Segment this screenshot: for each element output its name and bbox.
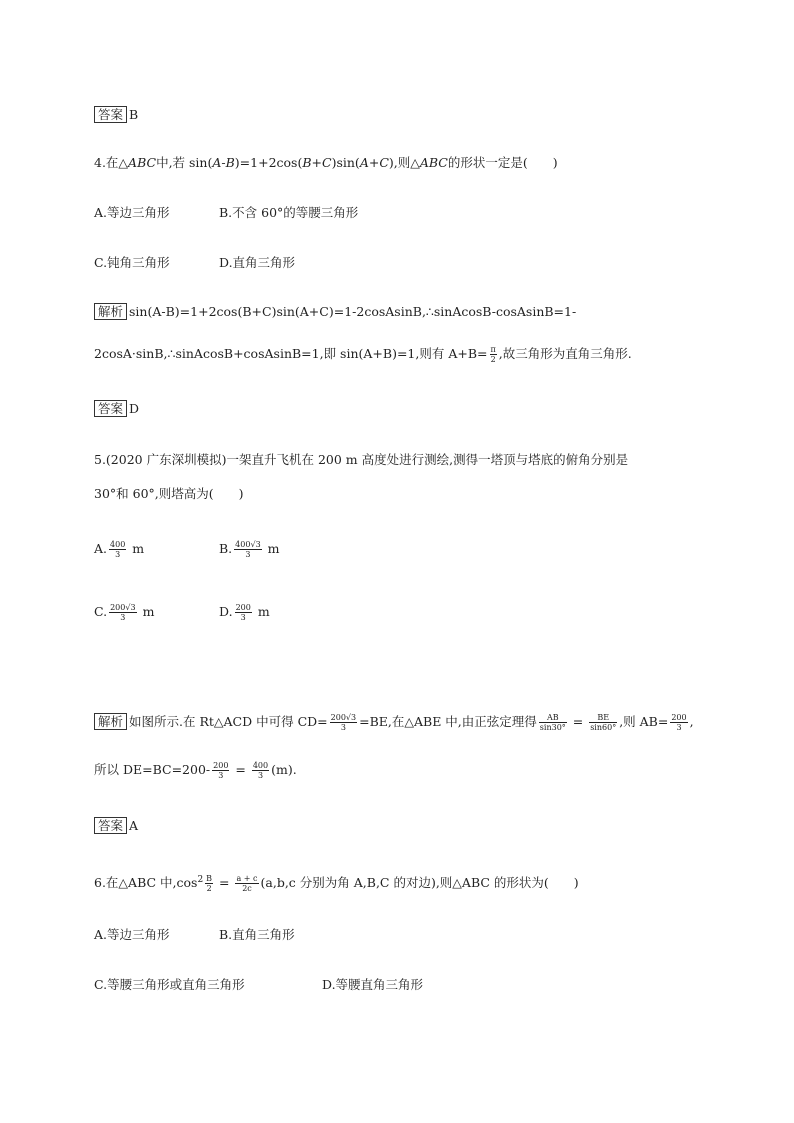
fraction-denominator: 3 — [218, 771, 224, 780]
q4-analysis-line2 — [94, 345, 632, 364]
fraction-denominator: sin30° — [539, 723, 566, 732]
fraction-denominator: 2c — [242, 884, 252, 894]
fraction-denominator: 2 — [206, 884, 212, 894]
q5-option-d — [219, 603, 270, 622]
q4-stem-var: B+C — [302, 155, 332, 170]
fraction-denominator: 3 — [257, 771, 264, 780]
q5-analysis-text: , — [689, 714, 694, 729]
answer-label: 答案 — [94, 106, 127, 123]
q4-options-row2 — [94, 254, 295, 272]
q4-option-c: C.钝角三角形 — [94, 255, 170, 270]
radicand: 3 — [255, 540, 261, 549]
fraction-denominator: 3 — [340, 723, 346, 732]
option-label: C. — [94, 604, 108, 619]
q5-analysis-text: = — [568, 714, 588, 729]
fraction-denominator: 2 — [490, 355, 496, 364]
q4-analysis-text: ,故三角形为直角三角形. — [498, 346, 632, 361]
q6-option-c: C.等腰三角形或直角三角形 — [94, 977, 245, 992]
q6-option-d: D.等腰直角三角形 — [322, 977, 424, 992]
q4-stem-text: ),则△ — [388, 155, 420, 170]
fraction — [109, 540, 126, 559]
q6-stem-text: 6.在△ABC 中,cos — [94, 875, 198, 891]
q5-analysis-text: 所以 DE=BC=200- — [94, 762, 211, 777]
q4-stem-text: )sin( — [331, 155, 360, 170]
q5-options-row2 — [94, 603, 270, 622]
fraction-numerator — [234, 540, 261, 550]
q5-stem-line2: 30°和 60°,则塔高为( ) — [94, 486, 244, 501]
unit: m — [142, 604, 155, 619]
q4-stem-text: 的形状一定是( ) — [447, 155, 558, 170]
option-label: A. — [94, 541, 108, 556]
fraction — [234, 540, 261, 559]
fraction-numerator: AB — [539, 713, 567, 723]
q6-option-a: A.等边三角形 — [94, 927, 170, 942]
fraction — [212, 761, 229, 780]
option-label: D. — [219, 604, 233, 619]
fraction — [235, 874, 258, 893]
q6-option-b: B.直角三角形 — [219, 927, 295, 942]
fraction-numerator: a + c — [236, 874, 258, 884]
q3-answer — [94, 106, 138, 124]
numerator-value: 200 — [330, 713, 346, 722]
unit: m — [132, 541, 145, 556]
numerator-value: 400 — [235, 540, 251, 549]
q5-analysis-text: (m). — [271, 762, 297, 777]
q5-analysis-text: =BE,在△ABE 中,由正弦定理得 — [359, 714, 537, 729]
q4-stem-text: 中,若 sin( — [156, 155, 213, 170]
sqrt-symbol: √ — [250, 540, 256, 549]
fraction-numerator: 400 — [110, 540, 126, 549]
q5-analysis-text: 如图所示.在 Rt△ACD 中可得 CD= — [129, 714, 328, 729]
fraction — [235, 603, 252, 622]
numerator-value: 200 — [110, 603, 126, 612]
radicand: 3 — [130, 603, 136, 612]
q4-option-a: A.等边三角形 — [94, 205, 170, 220]
answer-label: 答案 — [94, 400, 127, 417]
superscript: 2 — [197, 875, 204, 885]
q5-options-row1 — [94, 540, 280, 559]
fraction — [252, 761, 269, 780]
q4-option-d: D.直角三角形 — [219, 255, 296, 270]
fraction-numerator: 200 — [235, 603, 251, 612]
answer-value: A — [129, 818, 139, 833]
q4-answer — [94, 400, 139, 418]
q4-analysis-text: 2cosA·sinB,∴sinAcosB+cosAsinB=1,即 sin(A+B)=1,则有 A+B= — [94, 346, 488, 361]
fraction — [539, 713, 567, 732]
analysis-label: 解析 — [94, 713, 127, 730]
fraction-denominator: 3 — [240, 613, 246, 622]
q6-stem — [94, 871, 579, 893]
fraction — [670, 713, 687, 732]
q4-stem-var: ABC — [128, 155, 157, 170]
q5-analysis-text: = — [231, 762, 250, 777]
q5-stem-line1: 5.(2020 广东深圳模拟)一架直升飞机在 200 m 高度处进行测绘,测得一塔顶与塔底的俯角分别是 — [94, 452, 629, 467]
q5-option-b — [219, 540, 280, 559]
radicand: 3 — [351, 713, 357, 722]
option-label: B. — [219, 541, 233, 556]
fraction-denominator: 3 — [115, 550, 121, 559]
fraction-numerator: 200 — [213, 761, 229, 770]
q4-stem-text: )=1+2cos( — [234, 155, 303, 170]
q5-analysis-text: ,则 AB= — [619, 714, 669, 729]
q4-analysis-text: sin(A-B)=1+2cos(B+C)sin(A+C)=1-2cosAsinB,∴sinAcosB-cosAsinB=1- — [129, 304, 577, 319]
fraction — [330, 713, 357, 732]
q4-analysis-line1 — [94, 303, 576, 321]
q5-analysis-line1 — [94, 713, 694, 732]
q4-stem-var: A-B — [212, 155, 235, 170]
fraction-denominator: sin60° — [590, 723, 617, 732]
fraction-numerator: BE — [589, 713, 617, 723]
answer-value: B — [129, 107, 139, 122]
fraction-denominator: 3 — [120, 613, 126, 622]
fraction-numerator — [330, 713, 357, 723]
q4-stem-var: A+C — [359, 155, 389, 170]
q5-option-a — [94, 540, 219, 559]
fraction — [490, 345, 497, 364]
q4-options-row1 — [94, 204, 358, 222]
q6-options-row2 — [94, 976, 423, 994]
q4-option-b: B.不含 60°的等腰三角形 — [219, 205, 359, 220]
fraction-numerator: π — [490, 345, 496, 354]
q4-stem-var: ABC — [419, 155, 448, 170]
q6-stem-text: = — [215, 875, 234, 891]
q4-stem — [94, 154, 558, 172]
fraction-numerator: 200 — [671, 713, 687, 722]
answer-value: D — [129, 401, 140, 416]
answer-label: 答案 — [94, 817, 127, 834]
fraction-numerator: 400 — [252, 761, 269, 770]
q5-answer — [94, 817, 138, 835]
fraction — [109, 603, 136, 622]
sqrt-symbol: √ — [125, 603, 131, 612]
analysis-label: 解析 — [94, 303, 127, 320]
q6-options-row1 — [94, 926, 295, 944]
unit: m — [257, 604, 270, 619]
unit: m — [267, 541, 280, 556]
q5-option-c — [94, 603, 219, 622]
q5-analysis-line2 — [94, 761, 297, 780]
fraction — [205, 874, 213, 893]
fraction-numerator — [109, 603, 136, 613]
fraction-denominator: 3 — [245, 550, 251, 559]
fraction-numerator: B — [206, 874, 213, 884]
q4-stem-text: 4.在△ — [94, 155, 129, 170]
sqrt-symbol: √ — [345, 713, 352, 722]
fraction-denominator: 3 — [676, 723, 682, 732]
fraction — [589, 713, 617, 732]
q6-stem-text: (a,b,c 分别为角 A,B,C 的对边),则△ABC 的形状为( ) — [260, 875, 579, 891]
